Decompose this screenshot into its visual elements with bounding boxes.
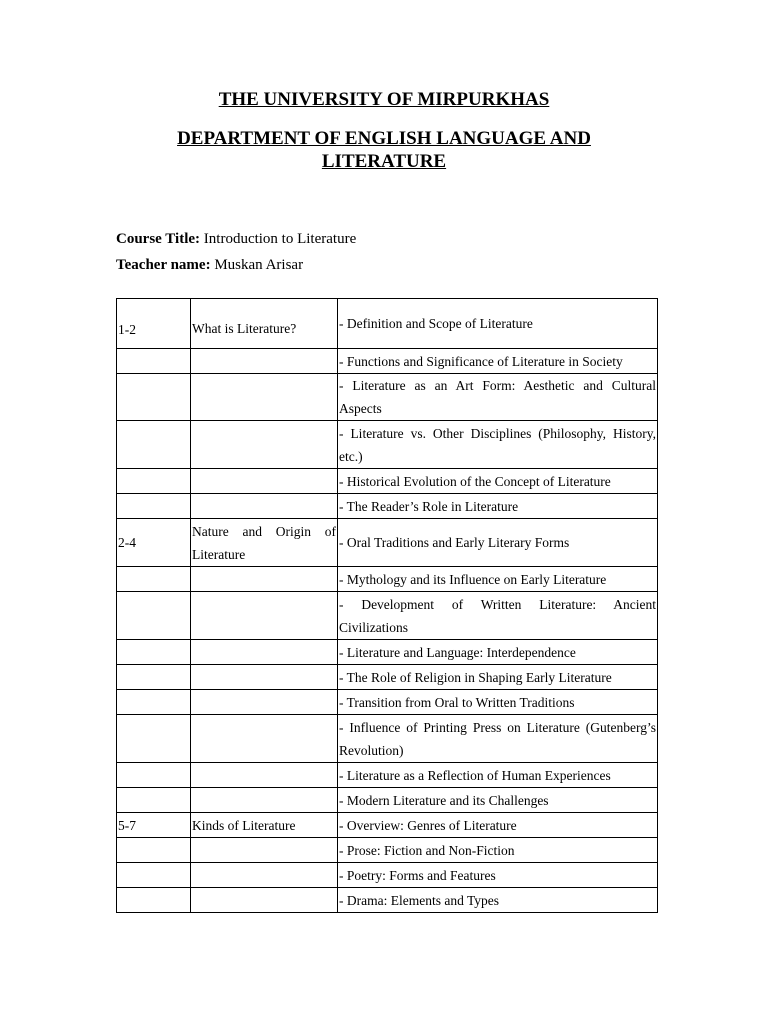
subtopic-cell: - Functions and Significance of Literature in Society <box>338 349 658 374</box>
course-title-label: Course Title: <box>116 231 201 247</box>
week-cell <box>117 715 191 763</box>
teacher-name-line <box>116 256 303 274</box>
topic-cell <box>191 763 338 788</box>
table-row <box>117 763 658 788</box>
topic-cell: What is Literature? <box>191 299 338 349</box>
subtopic-cell: - Overview: Genres of Literature <box>338 813 658 838</box>
subtopic-cell: - Oral Traditions and Early Literary Forms <box>338 519 658 567</box>
table-row <box>117 567 658 592</box>
week-cell <box>117 592 191 640</box>
table-row <box>117 299 658 349</box>
subtopic-cell: - Mythology and its Influence on Early Literature <box>338 567 658 592</box>
subtopic-cell: - Literature and Language: Interdependence <box>338 640 658 665</box>
subtopic-cell: - The Reader’s Role in Literature <box>338 494 658 519</box>
topic-cell <box>191 494 338 519</box>
week-cell <box>117 494 191 519</box>
topic-cell <box>191 592 338 640</box>
subtopic-cell: - Definition and Scope of Literature <box>338 299 658 349</box>
topic-cell: Kinds of Literature <box>191 813 338 838</box>
table-row <box>117 349 658 374</box>
subtopic-cell: - Influence of Printing Press on Literature (Gutenberg’s Revolution) <box>338 715 658 763</box>
teacher-name-label: Teacher name: <box>116 257 211 273</box>
topic-cell <box>191 665 338 690</box>
table-row <box>117 863 658 888</box>
week-cell <box>117 788 191 813</box>
subtopic-cell: - Development of Written Literature: Ancient Civilizations <box>338 592 658 640</box>
table-row <box>117 788 658 813</box>
subtopic-cell: - The Role of Religion in Shaping Early Literature <box>338 665 658 690</box>
week-cell <box>117 469 191 494</box>
table-row <box>117 665 658 690</box>
table-row <box>117 592 658 640</box>
topic-cell <box>191 421 338 469</box>
week-cell <box>117 888 191 913</box>
subtopic-cell: - Literature vs. Other Disciplines (Philosophy, History, etc.) <box>338 421 658 469</box>
week-cell: 1-2 <box>117 299 191 349</box>
subtopic-cell: - Literature as an Art Form: Aesthetic and Cultural Aspects <box>338 374 658 421</box>
topic-cell <box>191 863 338 888</box>
week-cell: 2-4 <box>117 519 191 567</box>
subtopic-cell: - Drama: Elements and Types <box>338 888 658 913</box>
subtopic-cell: - Poetry: Forms and Features <box>338 863 658 888</box>
department-title: DEPARTMENT OF ENGLISH LANGUAGE AND LITERATURE <box>177 128 591 172</box>
topic-cell <box>191 838 338 863</box>
week-cell <box>117 838 191 863</box>
topic-cell <box>191 715 338 763</box>
week-cell <box>117 863 191 888</box>
subtopic-cell: - Modern Literature and its Challenges <box>338 788 658 813</box>
topic-cell <box>191 374 338 421</box>
university-title: THE UNIVERSITY OF MIRPURKHAS <box>218 89 550 110</box>
topic-cell <box>191 567 338 592</box>
week-cell <box>117 567 191 592</box>
table-row <box>117 690 658 715</box>
table-row <box>117 421 658 469</box>
table-row <box>117 813 658 838</box>
table-row <box>117 715 658 763</box>
week-cell <box>117 349 191 374</box>
topic-cell <box>191 469 338 494</box>
course-title-line <box>116 230 356 248</box>
topic-cell <box>191 640 338 665</box>
topic-cell <box>191 690 338 715</box>
teacher-name-value: Muskan Arisar <box>210 257 304 273</box>
week-cell <box>117 763 191 788</box>
subtopic-cell: - Historical Evolution of the Concept of Literature <box>338 469 658 494</box>
table-row <box>117 519 658 567</box>
subtopic-cell: - Transition from Oral to Written Traditions <box>338 690 658 715</box>
subtopic-cell: - Literature as a Reflection of Human Experiences <box>338 763 658 788</box>
table-row <box>117 640 658 665</box>
week-cell <box>117 690 191 715</box>
week-cell <box>117 640 191 665</box>
topic-cell <box>191 349 338 374</box>
topic-cell: Nature and Origin of Literature <box>191 519 338 567</box>
subtopic-cell: - Prose: Fiction and Non-Fiction <box>338 838 658 863</box>
table-row <box>117 838 658 863</box>
week-cell: 5-7 <box>117 813 191 838</box>
table-row <box>117 374 658 421</box>
table-row <box>117 888 658 913</box>
course-title-value: Introduction to Literature <box>200 231 357 247</box>
table-row <box>117 494 658 519</box>
topic-cell <box>191 788 338 813</box>
week-cell <box>117 374 191 421</box>
week-cell <box>117 421 191 469</box>
course-outline-table <box>116 298 658 913</box>
topic-cell <box>191 888 338 913</box>
week-cell <box>117 665 191 690</box>
table-row <box>117 469 658 494</box>
